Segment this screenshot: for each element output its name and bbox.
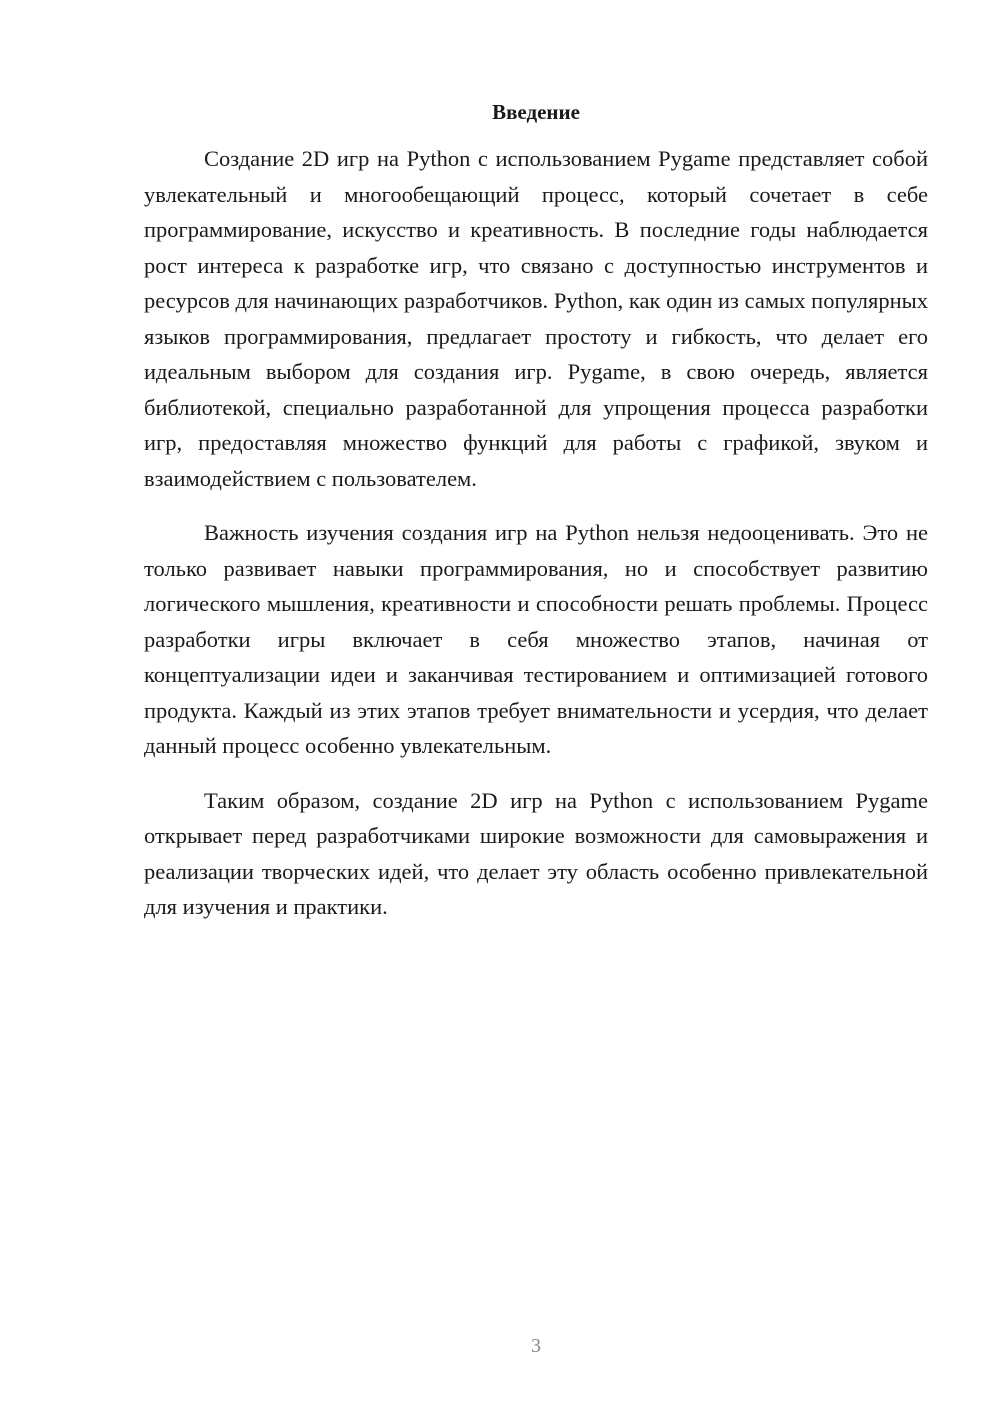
paragraph-intro: Создание 2D игр на Python с использованием Pygame представляет собой увлекательный и многообещающий процесс, который сочетает в себе программирование, искусство и креативность. В последние годы наблюдается рост интереса к разработке игр, что связано с доступностью инструментов и ресурсов для начинающих разработчиков. Python, как один из самых популярных языков программирования, предлагает простоту и гибкость, что делает его идеальным выбором для создания игр. Pygame, в свою очередь, является библиотекой, специально разработанной для упрощения процесса разработки игр, предоставляя множество функций для работы с графикой, звуком и взаимодействием с пользователем.	[144, 146, 928, 491]
paragraph-importance: Важность изучения создания игр на Python нельзя недооценивать. Это не только развивает навыки программирования, но и способствует развитию логического мышления, креативности и способности решать проблемы. Процесс разработки игры включает в себя множество этапов, начиная от концептуализации идеи и заканчивая тестированием и оптимизацией готового продукта. Каждый из этих этапов требует внимательности и усердия, что делает данный процесс особенно увлекательным.	[144, 520, 928, 758]
paragraph-conclusion: Таким образом, создание 2D игр на Python с использованием Pygame открывает перед разработчиками широкие возможности для самовыражения и реализации творческих идей, что делает эту область особенно привлекательной для изучения и практики.	[144, 787, 928, 919]
section-heading: Введение	[492, 100, 580, 124]
page-number: 3	[531, 1335, 541, 1357]
body-text	[144, 141, 928, 944]
